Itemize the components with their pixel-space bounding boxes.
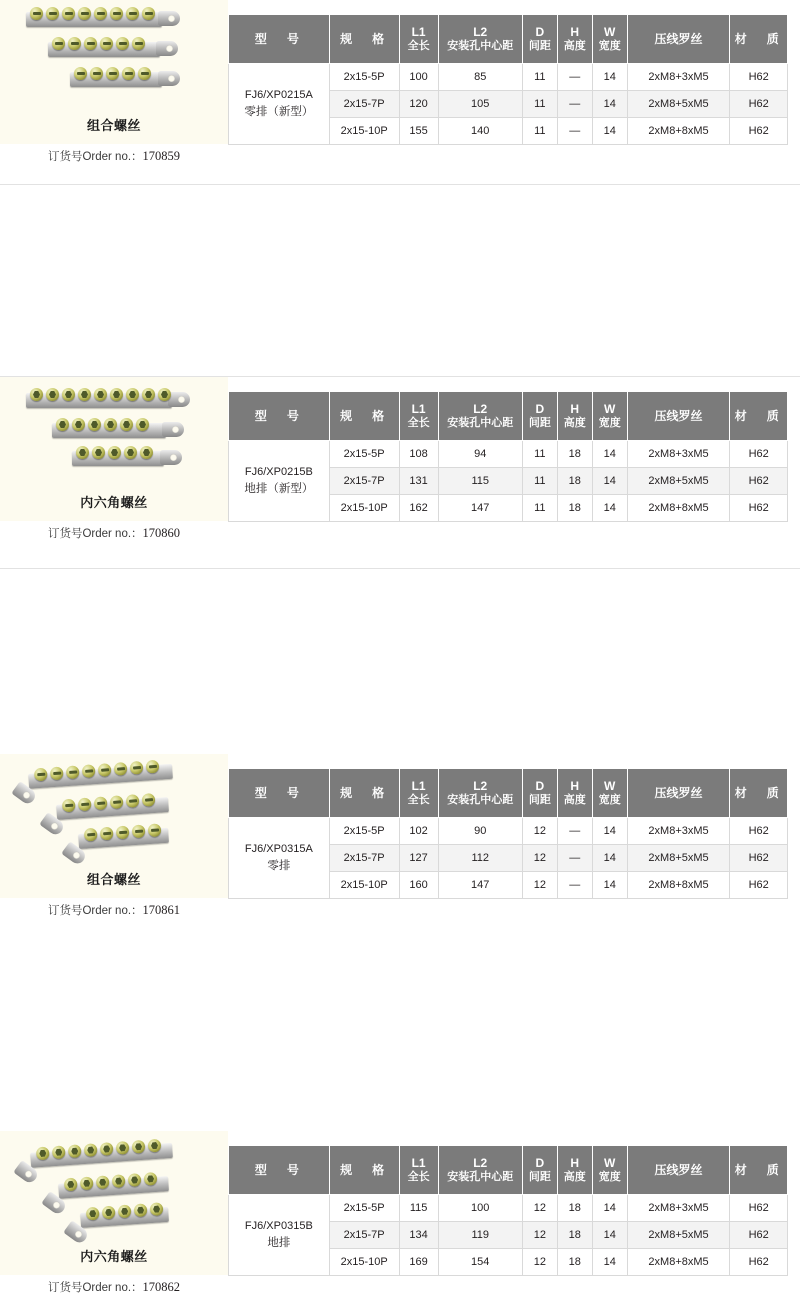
cell-screw: 2xM8+8xM5 — [627, 1249, 730, 1276]
th-d-code: D — [535, 1155, 545, 1170]
cell-w: 14 — [592, 91, 627, 118]
table-row — [229, 818, 788, 845]
th-h — [557, 1146, 592, 1195]
cell-spec: 2x15-7P — [329, 845, 399, 872]
th-d-code: D — [535, 778, 545, 793]
cell-l1: 160 — [399, 872, 438, 899]
cell-w: 14 — [592, 118, 627, 145]
cell-h: — — [557, 872, 592, 899]
th-d-label: 间距 — [528, 1170, 551, 1183]
cell-screw: 2xM8+8xM5 — [627, 495, 730, 522]
cell-material: H62 — [730, 872, 788, 899]
th-d-label: 间距 — [528, 793, 551, 806]
th-screw: 压线罗丝 — [627, 769, 730, 818]
th-l1-label: 全长 — [407, 1170, 430, 1183]
cell-h: — — [557, 118, 592, 145]
cell-l1: 120 — [399, 91, 438, 118]
cell-w: 14 — [592, 1249, 627, 1276]
model-code: FJ6/XP0215A — [244, 89, 313, 102]
th-l2 — [438, 15, 522, 64]
cell-screw: 2xM8+3xM5 — [627, 1195, 730, 1222]
th-h-label: 高度 — [563, 793, 586, 806]
th-h — [557, 769, 592, 818]
product-left-column — [0, 1131, 228, 1316]
product-left-column — [0, 0, 228, 185]
cell-l1: 162 — [399, 495, 438, 522]
product-block — [0, 185, 800, 540]
order-number-line — [0, 1279, 228, 1295]
product-illustration — [8, 758, 220, 866]
th-model: 型 号 — [229, 392, 330, 441]
cell-material: H62 — [730, 118, 788, 145]
th-w-code: W — [604, 1155, 616, 1170]
th-l2-code: L2 — [473, 778, 488, 793]
th-w-code: W — [604, 778, 616, 793]
model-code: FJ6/XP0215B — [244, 466, 313, 479]
cell-l1: 134 — [399, 1222, 438, 1249]
th-spec: 规 格 — [329, 1146, 399, 1195]
order-number-value: 170861 — [142, 903, 181, 917]
th-w — [592, 1146, 627, 1195]
th-screw: 压线罗丝 — [627, 392, 730, 441]
cell-material: H62 — [730, 1249, 788, 1276]
th-h-label: 高度 — [563, 1170, 586, 1183]
cell-d: 11 — [522, 495, 557, 522]
cell-w: 14 — [592, 818, 627, 845]
cell-l2: 154 — [438, 1249, 522, 1276]
order-number-line — [0, 902, 228, 918]
cell-spec: 2x15-10P — [329, 118, 399, 145]
cell-d: 12 — [522, 1195, 557, 1222]
cell-material: H62 — [730, 64, 788, 91]
cell-l2: 112 — [438, 845, 522, 872]
cell-h: — — [557, 845, 592, 872]
cell-spec: 2x15-10P — [329, 872, 399, 899]
th-w-label: 宽度 — [598, 793, 621, 806]
th-w-code: W — [604, 24, 616, 39]
product-image-panel — [0, 1131, 228, 1275]
th-l2 — [438, 1146, 522, 1195]
th-d — [522, 769, 557, 818]
cell-spec: 2x15-7P — [329, 91, 399, 118]
model-cell — [229, 64, 330, 145]
cell-l1: 102 — [399, 818, 438, 845]
th-l2-label: 安装孔中心距 — [447, 793, 514, 806]
th-l1 — [399, 769, 438, 818]
cell-spec: 2x15-10P — [329, 1249, 399, 1276]
cell-material: H62 — [730, 845, 788, 872]
cell-screw: 2xM8+5xM5 — [627, 468, 730, 495]
th-l1-code: L1 — [411, 1155, 426, 1170]
cell-w: 14 — [592, 64, 627, 91]
cell-w: 14 — [592, 872, 627, 899]
th-l2-label: 安装孔中心距 — [447, 1170, 514, 1183]
cell-material: H62 — [730, 495, 788, 522]
cell-l2: 100 — [438, 1195, 522, 1222]
order-number-line — [0, 148, 228, 164]
cell-l2: 147 — [438, 872, 522, 899]
model-code: FJ6/XP0315A — [244, 843, 313, 856]
cell-h: — — [557, 64, 592, 91]
cell-l1: 131 — [399, 468, 438, 495]
product-illustration — [8, 4, 220, 112]
cell-w: 14 — [592, 468, 627, 495]
cell-w: 14 — [592, 1195, 627, 1222]
table-header-row — [229, 1146, 788, 1195]
cell-spec: 2x15-7P — [329, 468, 399, 495]
cell-screw: 2xM8+8xM5 — [627, 872, 730, 899]
th-model: 型 号 — [229, 1146, 330, 1195]
th-h-code: H — [570, 401, 580, 416]
th-h-code: H — [570, 778, 580, 793]
cell-material: H62 — [730, 91, 788, 118]
th-l2-code: L2 — [473, 401, 488, 416]
product-caption: 内六角螺丝 — [80, 1249, 148, 1264]
spec-table — [228, 768, 788, 899]
th-d-code: D — [535, 401, 545, 416]
cell-screw: 2xM8+5xM5 — [627, 845, 730, 872]
th-l2-code: L2 — [473, 24, 488, 39]
cell-h: 18 — [557, 468, 592, 495]
cell-screw: 2xM8+5xM5 — [627, 1222, 730, 1249]
th-spec: 规 格 — [329, 769, 399, 818]
order-number-label: 订货号Order no.： — [47, 151, 143, 163]
th-l1 — [399, 1146, 438, 1195]
cell-h: 18 — [557, 1195, 592, 1222]
cell-spec: 2x15-10P — [329, 495, 399, 522]
product-image-panel — [0, 754, 228, 898]
th-l2-label: 安装孔中心距 — [447, 39, 514, 52]
th-w-label: 宽度 — [598, 1170, 621, 1183]
th-l1 — [399, 15, 438, 64]
th-l2-code: L2 — [473, 1155, 488, 1170]
cell-d: 11 — [522, 118, 557, 145]
cell-d: 12 — [522, 1222, 557, 1249]
th-d — [522, 1146, 557, 1195]
cell-l2: 115 — [438, 468, 522, 495]
th-spec: 规 格 — [329, 15, 399, 64]
product-caption: 组合螺丝 — [86, 118, 141, 133]
cell-d: 11 — [522, 64, 557, 91]
th-w-code: W — [604, 401, 616, 416]
th-screw: 压线罗丝 — [627, 15, 730, 64]
cell-h: 18 — [557, 1222, 592, 1249]
th-model: 型 号 — [229, 15, 330, 64]
th-screw: 压线罗丝 — [627, 1146, 730, 1195]
order-number-label: 订货号Order no.： — [47, 905, 143, 917]
th-h-label: 高度 — [563, 416, 586, 429]
th-d-label: 间距 — [528, 416, 551, 429]
cell-l1: 115 — [399, 1195, 438, 1222]
th-l2-label: 安装孔中心距 — [447, 416, 514, 429]
model-name-cn: 零排（新型） — [244, 105, 314, 118]
cell-screw: 2xM8+8xM5 — [627, 118, 730, 145]
th-h — [557, 15, 592, 64]
model-name-cn: 零排 — [267, 859, 291, 872]
th-l1-code: L1 — [411, 401, 426, 416]
cell-d: 11 — [522, 91, 557, 118]
cell-d: 12 — [522, 845, 557, 872]
cell-l2: 105 — [438, 91, 522, 118]
table-header-row — [229, 769, 788, 818]
th-model: 型 号 — [229, 769, 330, 818]
th-d — [522, 15, 557, 64]
product-illustration — [8, 1135, 220, 1243]
cell-l1: 169 — [399, 1249, 438, 1276]
model-cell — [229, 818, 330, 899]
cell-spec: 2x15-7P — [329, 1222, 399, 1249]
cell-h: 18 — [557, 1249, 592, 1276]
th-w — [592, 15, 627, 64]
cell-l2: 94 — [438, 441, 522, 468]
cell-spec: 2x15-5P — [329, 64, 399, 91]
cell-l2: 90 — [438, 818, 522, 845]
cell-h: 18 — [557, 495, 592, 522]
order-number-label: 订货号Order no.： — [47, 528, 143, 540]
cell-d: 11 — [522, 468, 557, 495]
th-material: 材 质 — [730, 15, 788, 64]
cell-material: H62 — [730, 441, 788, 468]
cell-w: 14 — [592, 495, 627, 522]
cell-screw: 2xM8+3xM5 — [627, 64, 730, 91]
spec-table — [228, 14, 788, 145]
cell-d: 11 — [522, 441, 557, 468]
th-spec: 规 格 — [329, 392, 399, 441]
cell-d: 12 — [522, 1249, 557, 1276]
cell-screw: 2xM8+5xM5 — [627, 91, 730, 118]
cell-l1: 155 — [399, 118, 438, 145]
product-left-column — [0, 754, 228, 939]
order-number-label: 订货号Order no.： — [47, 1282, 143, 1294]
product-block — [0, 370, 800, 917]
model-cell — [229, 1195, 330, 1276]
spec-table-wrap — [228, 14, 788, 145]
cell-l2: 85 — [438, 64, 522, 91]
order-number-value: 170862 — [142, 1280, 181, 1294]
cell-spec: 2x15-5P — [329, 441, 399, 468]
model-name-cn: 地排（新型） — [244, 482, 314, 495]
order-number-value: 170860 — [142, 526, 181, 540]
cell-material: H62 — [730, 1222, 788, 1249]
table-row — [229, 1195, 788, 1222]
table-header-row — [229, 15, 788, 64]
product-caption: 组合螺丝 — [86, 872, 141, 887]
cell-l1: 108 — [399, 441, 438, 468]
product-block — [0, 0, 800, 185]
cell-material: H62 — [730, 468, 788, 495]
cell-spec: 2x15-5P — [329, 1195, 399, 1222]
cell-spec: 2x15-5P — [329, 818, 399, 845]
cell-material: H62 — [730, 1195, 788, 1222]
th-h-code: H — [570, 1155, 580, 1170]
cell-w: 14 — [592, 1222, 627, 1249]
th-w — [592, 769, 627, 818]
cell-h: 18 — [557, 441, 592, 468]
th-h-label: 高度 — [563, 39, 586, 52]
th-material: 材 质 — [730, 769, 788, 818]
model-name-cn: 地排 — [267, 1236, 291, 1249]
cell-l2: 140 — [438, 118, 522, 145]
cell-h: — — [557, 91, 592, 118]
order-number-value: 170859 — [142, 149, 181, 163]
th-l1-label: 全长 — [407, 793, 430, 806]
th-material: 材 质 — [730, 1146, 788, 1195]
th-h-code: H — [570, 24, 580, 39]
cell-w: 14 — [592, 845, 627, 872]
spec-table-wrap — [228, 1145, 788, 1276]
product-caption: 内六角螺丝 — [80, 495, 148, 510]
cell-d: 12 — [522, 818, 557, 845]
th-w-label: 宽度 — [598, 39, 621, 52]
cell-l2: 147 — [438, 495, 522, 522]
model-code: FJ6/XP0315B — [244, 1220, 313, 1233]
cell-h: — — [557, 818, 592, 845]
cell-d: 12 — [522, 872, 557, 899]
spec-table — [228, 1145, 788, 1276]
cell-l1: 100 — [399, 64, 438, 91]
cell-l1: 127 — [399, 845, 438, 872]
th-material: 材 质 — [730, 392, 788, 441]
th-l2 — [438, 769, 522, 818]
cell-w: 14 — [592, 441, 627, 468]
table-row — [229, 64, 788, 91]
cell-material: H62 — [730, 818, 788, 845]
th-w-label: 宽度 — [598, 416, 621, 429]
th-d-label: 间距 — [528, 39, 551, 52]
th-l1-label: 全长 — [407, 39, 430, 52]
product-image-panel — [0, 0, 228, 144]
cell-l2: 119 — [438, 1222, 522, 1249]
th-d-code: D — [535, 24, 545, 39]
cell-screw: 2xM8+3xM5 — [627, 441, 730, 468]
th-l1-code: L1 — [411, 778, 426, 793]
th-l1-label: 全长 — [407, 416, 430, 429]
th-l1-code: L1 — [411, 24, 426, 39]
cell-screw: 2xM8+3xM5 — [627, 818, 730, 845]
spec-table-wrap — [228, 768, 788, 899]
